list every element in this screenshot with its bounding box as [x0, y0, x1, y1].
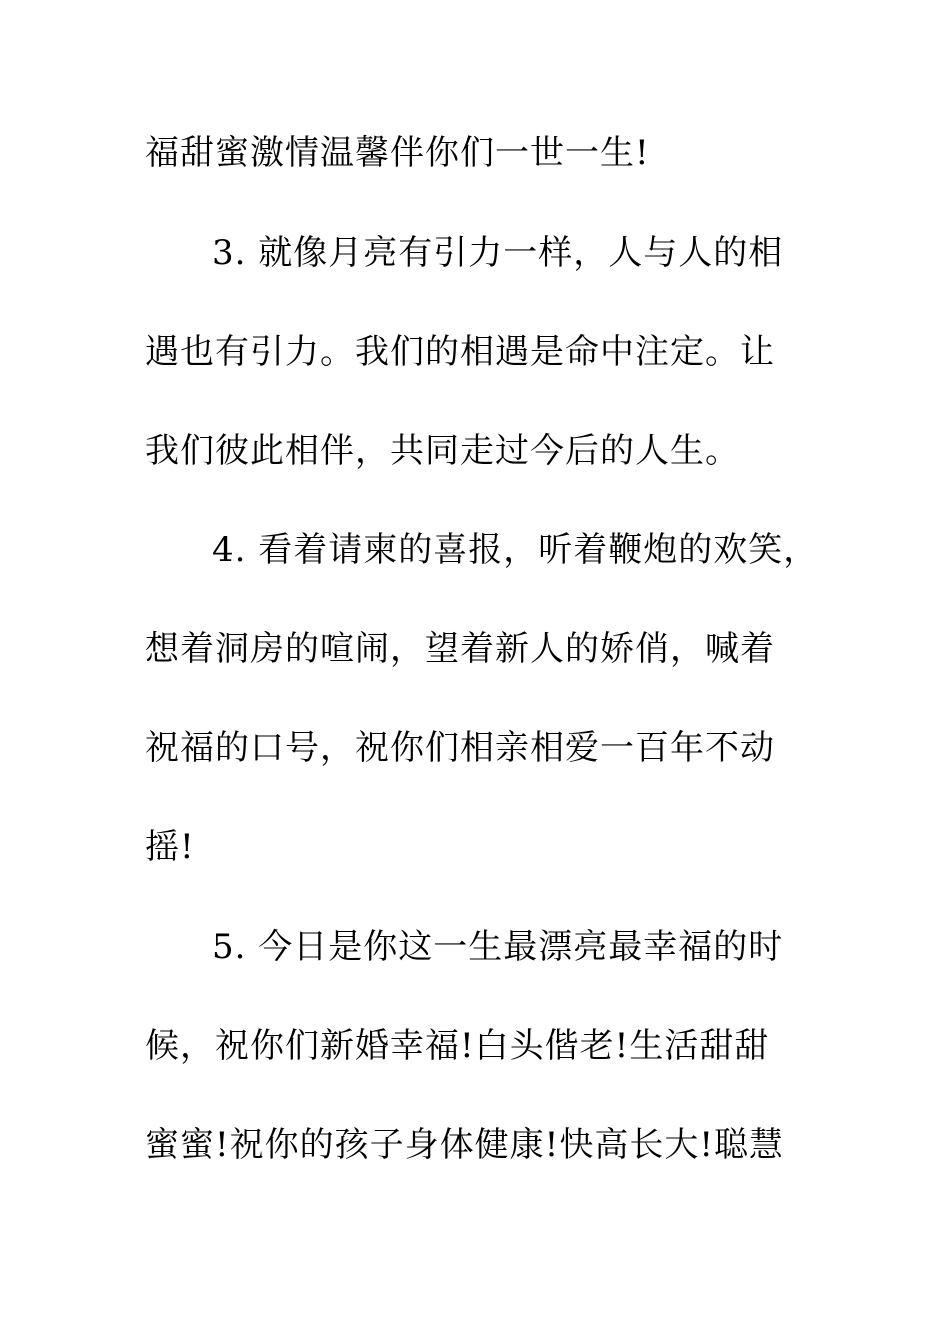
text-line: 遇也有引力。我们的相遇是命中注定。让	[145, 332, 775, 372]
text-line: 福甜蜜激情温馨伴你们一世一生!	[145, 133, 650, 173]
paragraph-3-first-line: 3. 就像月亮有引力一样，人与人的相	[212, 233, 784, 273]
paragraph-4-first-line: 4. 看着请柬的喜报，听着鞭炮的欢笑，	[212, 530, 819, 570]
text-line: 我们彼此相伴，共同走过今后的人生。	[145, 431, 740, 471]
text-line: 蜜蜜!祝你的孩子身体健康!快高长大!聪慧	[145, 1125, 784, 1165]
text-line: 候，祝你们新婚幸福!白头偕老!生活甜甜	[145, 1026, 770, 1066]
paragraph-5-first-line: 5. 今日是你这一生最漂亮最幸福的时	[212, 927, 784, 967]
text-line: 祝福的口号，祝你们相亲相爱一百年不动	[145, 728, 775, 768]
text-line: 想着洞房的喧闹，望着新人的娇俏，喊着	[145, 629, 775, 669]
text-line: 摇!	[145, 827, 195, 867]
